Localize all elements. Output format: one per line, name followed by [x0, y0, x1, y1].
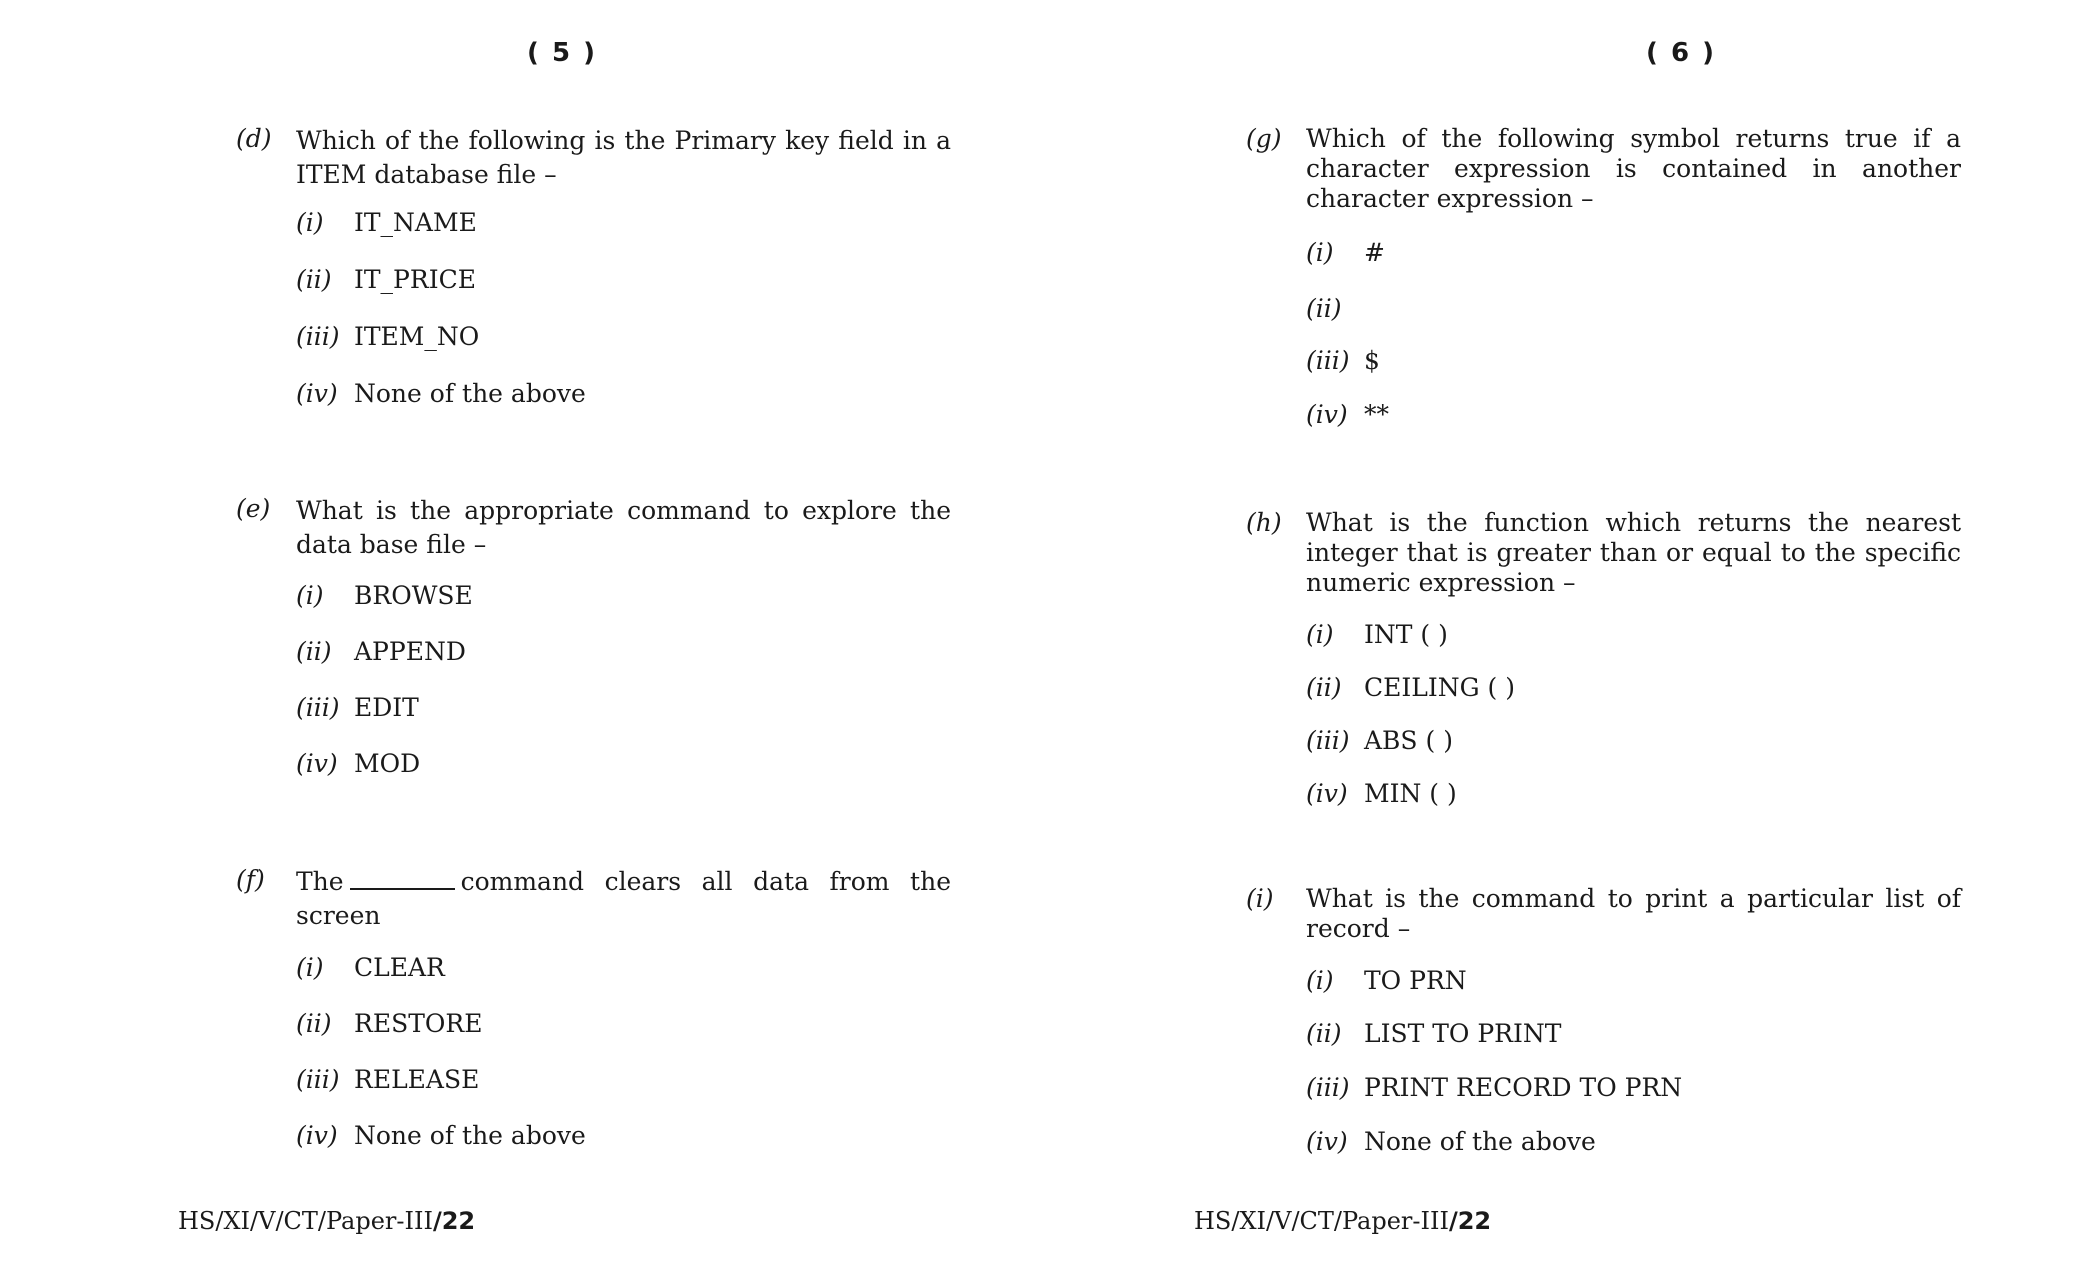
option-number: (ii): [296, 637, 332, 666]
option-number: (ii): [1306, 294, 1342, 323]
option-number: (ii): [296, 265, 332, 294]
option-text: INT ( ): [1364, 620, 1448, 649]
option-text: APPEND: [354, 637, 466, 666]
option-text: ITEM_NO: [354, 322, 480, 351]
option-text: MOD: [354, 749, 421, 778]
question-text: Which of the following is the Primary key field in a ITEM database file –: [296, 126, 951, 189]
question-text-after-blank: command clears all data from the screen: [296, 867, 951, 930]
option-text: #: [1364, 238, 1385, 267]
footer-code: [1194, 1207, 1491, 1235]
right-page: [1010, 0, 2060, 1275]
option-number: (i): [1306, 238, 1334, 267]
option-text: CLEAR: [354, 953, 445, 982]
option-number: (iv): [1306, 400, 1348, 429]
option-text: IT_PRICE: [354, 265, 476, 294]
option-number: (iv): [1306, 779, 1348, 808]
page-number: ( 6 ): [1646, 38, 1716, 68]
option-text: RESTORE: [354, 1009, 483, 1038]
question-letter: (g): [1246, 124, 1282, 153]
option-text: BROWSE: [354, 581, 473, 610]
footer-code-text: HS/XI/V/CT/Paper-III: [1194, 1207, 1449, 1235]
question-text: What is the function which returns the nearest integer that is greater than or equal to the specific numeric expression –: [1306, 508, 1961, 597]
option-number: (iii): [296, 322, 340, 351]
option-number: (iii): [1306, 346, 1350, 375]
option-number: (iii): [296, 1065, 340, 1094]
option-number: (ii): [1306, 1019, 1342, 1048]
question-letter: (h): [1246, 508, 1282, 537]
option-number: (i): [296, 208, 324, 237]
question-text: [296, 865, 951, 933]
question-letter: (d): [236, 124, 272, 153]
option-number: (iv): [296, 1121, 338, 1150]
footer-code: [178, 1207, 475, 1235]
option-number: (iii): [296, 693, 340, 722]
question-text: What is the command to print a particular list of record –: [1306, 884, 1961, 943]
option-text: None of the above: [354, 379, 586, 408]
option-number: (iv): [296, 379, 338, 408]
footer-code-bold: /22: [1448, 1207, 1492, 1235]
option-number: (iii): [1306, 726, 1350, 755]
question-letter: (i): [1246, 884, 1274, 913]
option-text: ABS ( ): [1364, 726, 1453, 755]
option-text: PRINT RECORD TO PRN: [1364, 1073, 1683, 1102]
option-text: IT_NAME: [354, 208, 477, 237]
footer-code-bold: /22: [432, 1207, 476, 1235]
question-text: Which of the following symbol returns true if a character expression is contained in another character expression –: [1306, 124, 1961, 213]
option-number: (iii): [1306, 1073, 1350, 1102]
option-number: (ii): [1306, 673, 1342, 702]
option-number: (i): [1306, 966, 1334, 995]
option-text: RELEASE: [354, 1065, 480, 1094]
option-number: (ii): [296, 1009, 332, 1038]
question-text: What is the appropriate command to explore the data base file –: [296, 496, 951, 559]
option-text: None of the above: [354, 1121, 586, 1150]
option-number: (i): [296, 581, 324, 610]
option-number: (i): [296, 953, 324, 982]
option-number: (iv): [1306, 1127, 1348, 1156]
option-text: **: [1364, 400, 1389, 429]
option-text: MIN ( ): [1364, 779, 1457, 808]
footer-code-text: HS/XI/V/CT/Paper-III: [178, 1207, 433, 1235]
option-number: (i): [1306, 620, 1334, 649]
option-text: TO PRN: [1364, 966, 1467, 995]
question-letter: (f): [236, 865, 265, 894]
question-text-before-blank: The: [296, 867, 344, 896]
option-text: LIST TO PRINT: [1364, 1019, 1562, 1048]
page-number: ( 5 ): [527, 38, 597, 68]
option-text: CEILING ( ): [1364, 673, 1515, 702]
option-number: (iv): [296, 749, 338, 778]
option-text: None of the above: [1364, 1127, 1596, 1156]
option-text: EDIT: [354, 693, 419, 722]
option-text: $: [1364, 346, 1380, 375]
question-letter: (e): [236, 494, 271, 523]
fill-in-blank: [350, 870, 455, 890]
